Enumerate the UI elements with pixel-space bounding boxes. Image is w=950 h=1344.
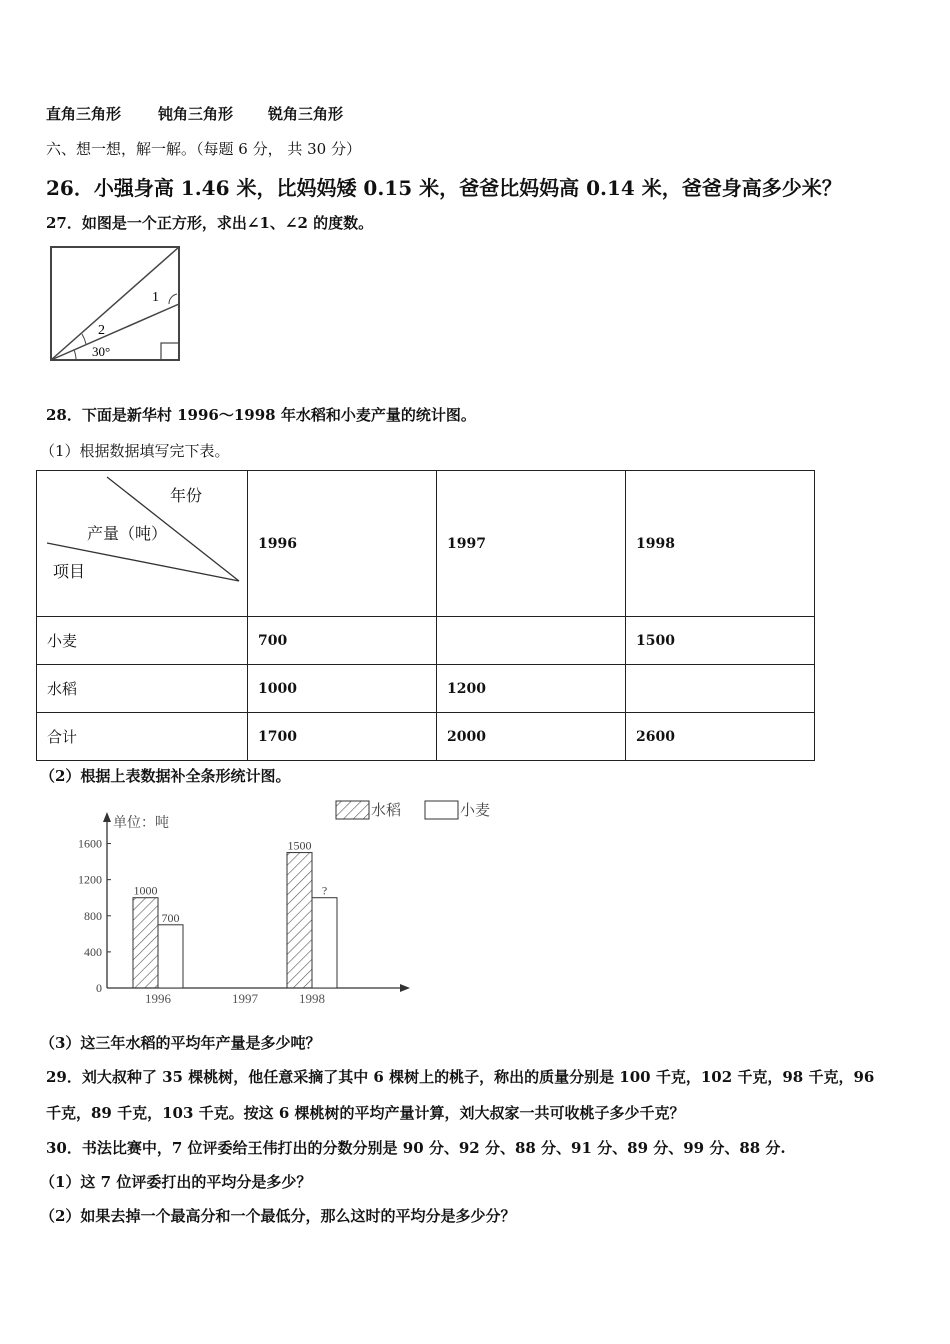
question-28-part1: （1）根据数据填写完下表。 [40,442,230,460]
bar-水稻-1996 [133,898,158,988]
row-label-rice: 水稻 [37,665,248,713]
question-27: 27．如图是一个正方形，求出∠1、∠2 的度数。 [46,214,374,232]
cell-total-1998: 2600 [626,713,815,761]
angle2-label: 2 [98,323,105,338]
bar-chart [60,795,510,1015]
angle1-label: 1 [152,290,159,305]
y-tick-label: 1200 [78,872,102,887]
section-title: 六、想一想，解一解。（每题 6 分， 共 30 分） [46,140,361,158]
right-angle-mark [161,343,179,360]
legend-label: 小麦 [460,803,491,819]
y-tick-label: 800 [84,908,102,923]
cell-total-1996: 1700 [248,713,437,761]
yield-table [36,470,815,761]
x-tick-label: 1998 [299,991,325,1006]
table-row [37,665,815,713]
legend-label: 水稻 [371,803,402,819]
angle30-label: 30° [92,344,111,359]
cell-wheat-1997[interactable] [437,617,626,665]
question-30-part2: （2）如果去掉一个最高分和一个最低分，那么这时的平均分是多少分？ [40,1207,516,1225]
table-row [37,617,815,665]
header-year-1997: 1997 [437,471,626,617]
inner-line [51,304,179,360]
x-axis-arrow [400,984,410,992]
header-diagonals [37,471,247,617]
bar-水稻-1998 [287,853,312,988]
bar-value-label: 1000 [133,883,158,898]
question-29-line2: 千克，89 千克，103 千克。按这 6 棵桃树的平均产量计算，刘大叔家一共可收桃子多少千克？ [46,1104,685,1122]
cell-total-1997: 2000 [437,713,626,761]
header-year-1996: 1996 [248,471,437,617]
table-header-row [37,471,815,617]
diagonal-line [51,247,179,360]
table-row [37,713,815,761]
cell-wheat-1996: 700 [248,617,437,665]
cell-rice-1998[interactable] [626,665,815,713]
cell-rice-1996: 1000 [248,665,437,713]
chart-legend [336,801,490,819]
question-28-part3: （3）这三年水稻的平均年产量是多少吨？ [40,1034,321,1052]
legend-swatch-水稻 [336,801,369,819]
legend-swatch-小麦 [425,801,458,819]
bar-小麦-1996 [158,925,183,988]
header-year-label: 年份 [170,486,203,505]
y-tick-label: 1600 [78,836,102,851]
question-29-line1: 29．刘大叔种了 35 棵桃树，他任意采摘了其中 6 棵树上的桃子，称出的质量分别是 100 千克，102 千克，98 千克，96 [46,1068,875,1086]
question-28: 28．下面是新华村 1996～1998 年水稻和小麦产量的统计图。 [46,406,476,424]
bar-value-label: ? [321,883,328,898]
angle1-arc [169,294,177,304]
question-30-part1: （1）这 7 位评委打出的平均分是多少？ [40,1173,312,1191]
option-obtuse-triangle: 钝角三角形 [158,105,234,123]
header-year-1998: 1998 [626,471,815,617]
row-label-total: 合计 [37,713,248,761]
option-right-triangle: 直角三角形 [46,105,122,123]
y-tick-label: 400 [84,944,102,959]
question-28-part2: （2）根据上表数据补全条形统计图。 [40,767,291,785]
y-tick-label: 0 [96,981,102,995]
cell-wheat-1998: 1500 [626,617,815,665]
question-26: 26．小强身高 1.46 米，比妈妈矮 0.15 米，爸爸比妈妈高 0.14 米，爸爸身高多少米？ [46,176,842,200]
cell-rice-1997: 1200 [437,665,626,713]
header-item-label: 项目 [53,562,86,581]
y-axis-arrow [103,812,111,822]
chart-bars [133,839,337,988]
square-figure [46,244,186,364]
angle2-arc [82,334,86,344]
diagonal-header-cell [37,471,248,617]
option-acute-triangle: 锐角三角形 [268,105,344,123]
question-30: 30．书法比赛中，7 位评委给王伟打出的分数分别是 90 分、92 分、88 分、91 分、89 分、99 分、88 分. [46,1139,786,1157]
chart-axes [78,812,410,1006]
bar-value-label: 1500 [287,838,312,853]
x-tick-label: 1997 [232,991,258,1006]
header-yield-label: 产量（吨） [87,524,168,543]
row-label-wheat: 小麦 [37,617,248,665]
angle30-arc [74,350,76,360]
unit-label: 单位：吨 [113,816,169,831]
x-tick-label: 1996 [145,991,171,1006]
bar-value-label: 700 [161,910,180,925]
bar-小麦-1998 [312,898,337,988]
